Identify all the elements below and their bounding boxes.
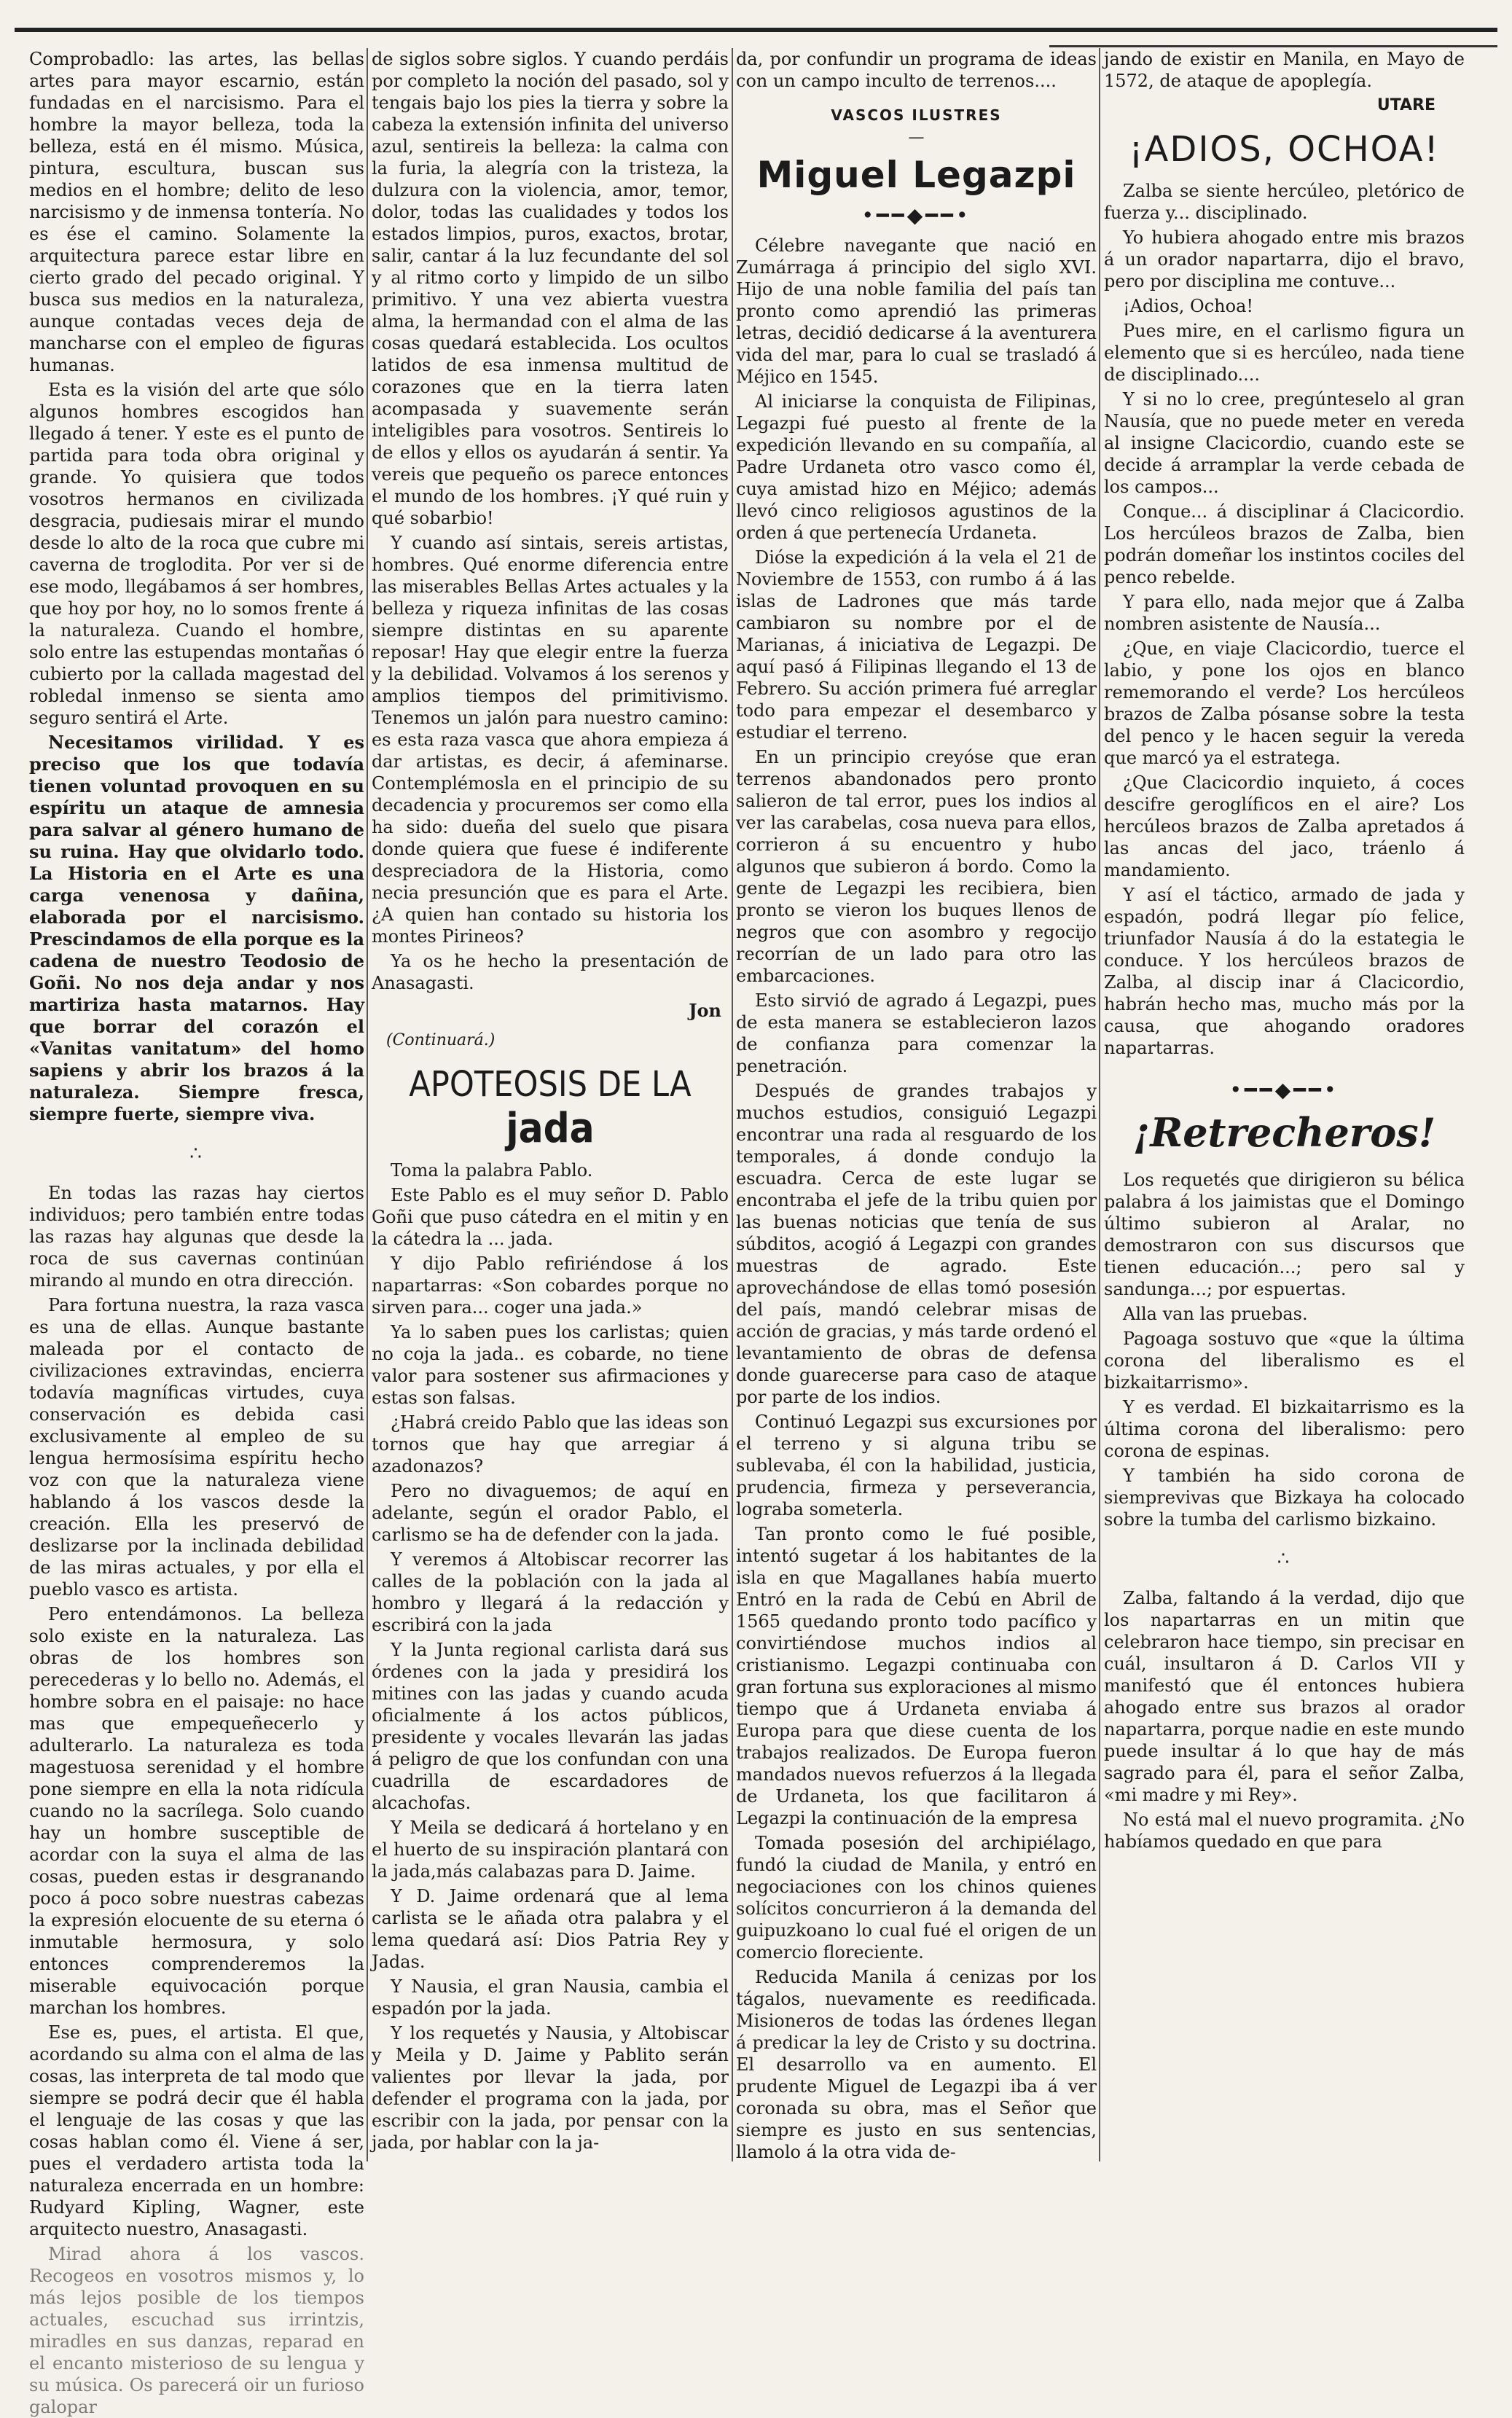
column-2 (372, 48, 729, 2161)
title-emphasis: jada (506, 1105, 595, 1152)
section-dash: — (908, 128, 925, 146)
closing-paragraph: Ya os he hecho la presentación de Anasagasti. (372, 951, 729, 993)
paragraph: ¡Adios, Ochoa! (1123, 296, 1254, 316)
paragraph: Y dijo Pablo refiriéndose á los napartarras: «Son cobardes porque no sirven para... coger una jada.» (372, 1253, 729, 1318)
paragraph: Zalba se siente hercúleo, pletórico de fuerza y... disciplinado. (1104, 181, 1465, 223)
paragraph: Conque... á disciplinar á Clacicordio. Los hercúleos brazos de Zalba, bien podrán domeñar los instintos cociles del penco rebelde. (1104, 501, 1465, 587)
column-divider (367, 48, 368, 2161)
column-divider (1099, 48, 1100, 2161)
paragraph: Esta es la visión del arte que sólo algunos hombres escogidos han llegado á tener. Y este es el punto de partida para toda obra original y grande. Yo quisiera que todos vosotros hermanos en civilizada desgracia, pudiesais mirar el mundo desde lo alto de la roca que cubre mi caverna de troglodita. Por ver si de ese modo, llegábamos á ser hombres, que hoy por hoy, no lo somos frente á la naturaleza. Cuando el hombre, solo entre las estupendas montañas ó cubierto por la callada magestad del robledal inmenso se sienta amo seguro sentirá el Arte. (29, 380, 364, 728)
paragraph: Y veremos á Altobiscar recorrer las calles de la población con la jada al hombro y llegará á la redacción y escribirá con la jada (372, 1549, 729, 1635)
paragraph: Y cuando así sintais, sereis artistas, hombres. Qué enorme diferencia entre las miserables Bellas Artes actuales y la belleza y riqueza infinitas de las cosas siempre distintas en su aparente reposar! Hay que elegir entre la fuerza y la debilidad. Volvamos á los serenos y amplios tiempos del primitivismo. Tenemos un jalón para nuestro camino: es esta raza vasca que ahora empieza á dar artistas, es decir, á afeminarse. Contemplémosla en el principio de su decadencia y procuremos ser como ella ha sido: dueña del suelo que pisara donde quiera que fuese é indiferente despreciadora de la Historia, como necia presunción que es para el Arte. ¿A quien han contado su historia los montes Pirineos? (372, 533, 729, 947)
paragraph: Este Pablo es el muy señor D. Pablo Goñi que puso cátedra en el mitin y en la cátedra la ... jada. (372, 1185, 729, 1249)
paragraph: jando de existir en Manila, en Mayo de 1572, de ataque de apoplegía. (1104, 49, 1465, 91)
paragraph: Esto sirvió de agrado á Legazpi, pues de esta manera se establecieron lazos de confianza para comenzar la penetración. (736, 990, 1097, 1076)
column-3 (736, 48, 1097, 2161)
paragraph: Al iniciarse la conquista de Filipinas, Legazpi fué puesto al frente de la expedición llevando en su compañía, al Padre Urdaneta otro vasco como él, cuya amistad hizo en Méjico; además llevó cinco religiosos agustinos de la orden á que pertenecía Urdaneta. (736, 391, 1097, 543)
paragraph: No está mal el nuevo programita. ¿No habíamos quedado en que para (1104, 1809, 1465, 1852)
section-separator: ∴ (189, 1143, 204, 1165)
paragraph: Dióse la expedición á la vela el 21 de Noviembre de 1553, con rumbo á á las islas de Ladrones que más tarde cambiaron su nombre por el de Marianas, á iniciativa de Legazpi. De aquí pasó á Filipinas llegando el 13 de Febrero. Su acción primera fué arreglar todo para empezar el desembarco y estudiar el terreno. (736, 547, 1097, 743)
section-separator: ∴ (1277, 1548, 1292, 1570)
continued-note: (Continuará.) (386, 1031, 495, 1049)
paragraph: Toma la palabra Pablo. (391, 1160, 593, 1181)
paragraph: Y si no lo cree, pregúnteselo al gran Nausía, que no puede meter en vereda al insigne Clacicordio, cuando este se decide á arramplar la verde cebada de los campos... (1104, 389, 1465, 497)
paragraph: de siglos sobre siglos. Y cuando perdáis por completo la noción del pasado, sol y tengais bajo los pies la tierra y sobre la cabeza la extensión infinita del universo azul, sentireis la belleza: la calma con la furia, la alegría con la tristeza, la dulzura con la violencia, amor, temor, dolor, todas las cualidades y todos los estados limpios, puros, exactos, brotar, salir, cantar á la luz fecundante del sol y al ritmo corto y limpido de un silbo primitivo. Y una vez abierta vuestra alma, la hermandad con el alma de las cosas quedará establecida. Los ocultos latidos de esa inmensa multitud de corazones que en la tierra laten acompasada y suavemente serán inteligibles para vosotros. Sentireis lo de ellos y ellos os ayudarán á sentir. Ya vereis que pequeño os parece entonces el mundo de los hombres. ¡Y qué ruin y qué sobarbio! (372, 49, 729, 528)
paragraph: Ya lo saben pues los carlistas; quien no coja la jada.. es cobarde, no tiene valor para sostener sus afirmaciones y estas son falsas. (372, 1322, 729, 1408)
column-1 (29, 48, 364, 2417)
author-signature: Jon (689, 1000, 721, 1021)
paragraph: Después de grandes trabajos y muchos estudios, consiguió Legazpi encontrar una rada al resguardo de los temporales, á donde condujo la escuadra. Cerca de este lugar se encontraba el jefe de la tribu quien por las buenas noticias que tenía de sus súbditos, acogió á Legazpi con grandes muestras de agrado. Este aprovechándose de ellas tomó posesión del país, mandó celebrar misas de acción de gracias, y más tarde ordenó el levantamiento de obras de defensa donde guarecerse para caso de ataque por parte de los indios. (736, 1081, 1097, 1407)
paragraph: Los requetés que dirigieron su bélica palabra á los jaimistas que el Domingo último subieron al Aralar, no demostraron con sus discursos que tienen educación...; pero sal y sandunga...; por espuertas. (1104, 1170, 1465, 1299)
paragraph: Tomada posesión del archipiélago, fundó la ciudad de Manila, y entró en negociaciones con los chinos quienes solícitos concurrieron á la demanda del guipuzkoano lo cual fué el origen de un comercio floreciente. (736, 1833, 1097, 1963)
paragraph: Mirad ahora á los vascos. Recogeos en vosotros mismos y, lo más lejos posible de los tiempos actuales, escuchad sus irrintzis, miradles en sus danzas, reparad en el encanto misterioso de su lengua y su música. Os parecerá oir un furioso galopar (29, 2244, 364, 2417)
paragraph: ¿Habrá creido Pablo que las ideas son tornos que hay que arregiar á azadonazos? (372, 1412, 729, 1476)
paragraph: Y es verdad. El bizkaitarrismo es la última corona del liberalismo: pero corona de espinas. (1104, 1397, 1465, 1461)
paragraph: Pues mire, en el carlismo figura un elemento que si es hercúleo, nada tiene de disciplinado.... (1104, 321, 1465, 385)
paragraph: Y así el táctico, armado de jada y espadón, podrá llegar pío felice, triunfador Nausía á do la estategia le conduce. Y los hercúleos brazos de Zalba, al discip inar á Clacicordio, habrán hecho mas, mucho más por la causa, que ahogando oradores napartarras. (1104, 885, 1465, 1058)
paragraph: En todas las razas hay ciertos individuos; pero también entre todas las razas hay algunas que desde la roca de sus cavernas continúan mirando al mundo en otra dirección. (29, 1183, 364, 1291)
article-title-legazpi: Miguel Legazpi (756, 154, 1076, 196)
paragraph: Zalba, faltando á la verdad, dijo que los napartarras en un mitin que celebraron hace tiempo, sin precisar en cuál, insultaron á D. Carlos VII y manifestó que él entonces hubiera ahogado entre sus brazos al orador napartarra, porque nadie en este mundo puede insultar á lo que hay de más sagrado para él, para el señor Zalba, «mi madre y mi Rey». (1104, 1588, 1465, 1805)
paragraph: Reducida Manila á cenizas por los tágalos, nuevamente es reedificada. Misioneros de todas las órdenes llegan á predicar la ley de Cristo y su doctrina. El desarrollo va en aumento. El prudente Miguel de Legazpi iba á ver coronada su obra, mas el Señor que siempre es justo en sus sentencias, llamolo á la otra vida de- (736, 1967, 1097, 2162)
paragraph: Para fortuna nuestra, la raza vasca es una de ellas. Aunque bastante maleada por el contacto de civilizaciones extravindas, encierra todavía magníficas virtudes, cuya conservación es debida casi exclusivamente al empleo de su lengua hermosísima espíritu hecho voz con que la naturaleza viene hablando á los vascos desde la creación. Ella les preservó de deslizarse por la inclinada debilidad de las miras actuales, y por ella el pueblo vasco es artista. (29, 1295, 364, 1600)
paragraph: Y también ha sido corona de siemprevivas que Bizkaya ha colocado sobre la tumba del carlismo bizkaino. (1104, 1466, 1465, 1530)
paragraph: Necesitamos virilidad. Y es preciso que los que todavía tienen voluntad provoquen en su espíritu un ataque de amnesia para salvar al género humano de su ruina. Hay que olvidarlo todo. La Historia en el Arte es una carga venenosa y dañina, elaborada por el narcisismo. Prescindamos de ella porque es la cadena de nuestro Teodosio de Goñi. No nos deja andar y nos martiriza hasta matarnos. Hay que borrar del corazón el «Vanitas vanitatum» del homo sapiens y abrir los brazos á la naturaleza. Siempre fresca, siempre fuerte, siempre viva. (29, 732, 364, 1124)
article-title-apoteosis (372, 1064, 729, 1152)
paragraph: Célebre navegante que nació en Zumárraga á principio del siglo XVI. Hijo de una noble familia del país tan pronto como aprendió las primeras letras, decidió dedicarse á la aventurera vida del mar, para lo cual se trasladó á Méjico en 1545. (736, 235, 1097, 387)
article-title-retrecheros: ¡Retrecheros! (1132, 1109, 1436, 1156)
paragraph: Y los requetés y Nausia, y Altobiscar y Meila y D. Jaime y Pablito serán valientes por llevar la jada, por defender el programa con la jada, por escribir con la jada, por pensar con la jada, por hablar con la ja- (372, 2023, 729, 2153)
paragraph: Pagoaga sostuvo que «que la última corona del liberalismo es el bizkaitarrismo». (1104, 1329, 1465, 1393)
title-text: APOTEOSIS DE LA (409, 1064, 692, 1105)
top-rule (15, 28, 1497, 32)
article-title-adios: ¡ADIOS, OCHOA! (1129, 129, 1440, 170)
paragraph: Y Nausia, el gran Nausia, cambia el espadón por la jada. (372, 1976, 729, 2019)
title-ornament: •━━◆━━• (1229, 1078, 1339, 1102)
paragraph: Comprobadlo: las artes, las bellas artes para mayor escarnio, están fundadas en el narcisismo. Para el hombre la mayor belleza, toda la belleza, está en él mismo. Música, pintura, escultura, buscan sus medios en el hombre; delito de leso narcisismo y de inmensa tontería. No es ése el camino. Solamente la arquitectura parece estar libre en cierto grado del pecado original. Y busca sus medios en la naturaleza, aunque contadas veces deja de mancharse con el empleo de figuras humanas. (29, 49, 364, 375)
paragraph: Y la Junta regional carlista dará sus órdenes con la jada y presidirá los mitines con las jadas y cuando acuda oficialmente á los actos públicos, presidente y vocales llevarán las jadas á peligro de que los confundan con una cuadrilla de escardadores de alcachofas. (372, 1640, 729, 1813)
paragraph: Continuó Legazpi sus excursiones por el terreno y si alguna tribu se sublevaba, él con la habilidad, justicia, prudencia, firmeza y perseverancia, lograba someterla. (736, 1412, 1097, 1519)
section-label: VASCOS ILUSTRES (831, 106, 1002, 124)
paragraph: ¿Que Clacicordio inquieto, á coces descifre geroglíficos en el aire? Los hercúleos brazos de Zalba apretados á las ancas del jaco, tráenlo á mandamiento. (1104, 772, 1465, 880)
title-ornament: •━━◆━━• (861, 203, 971, 227)
paragraph: Pero no divaguemos; de aquí en adelante, según el orador Pablo, el carlismo se ha de defender con la jada. (372, 1481, 729, 1545)
paragraph: En un principio creyóse que eran terrenos abandonados pero pronto salieron de tal error, pues los indios al ver las carabelas, cosa nueva para ellos, corrieron á su encuentro y hubo algunos que subieron á bordo. Como la gente de Legazpi les recibiera, bien pronto se vieron los buques llenos de negros que con asombro y regocijo recorrían de un lado para otro las embarcaciones. (736, 747, 1097, 986)
paragraph: Yo hubiera ahogado entre mis brazos á un orador napartarra, dijo el bravo, pero por disciplina me contuve... (1104, 227, 1465, 292)
paragraph: Y para ello, nada mejor que á Zalba nombren asistente de Nausía... (1104, 592, 1465, 634)
paragraph: da, por confundir un programa de ideas con un campo inculto de terrenos.... (736, 49, 1097, 91)
top-rule-secondary (1049, 45, 1497, 47)
paragraph: Alla van las pruebas. (1123, 1304, 1308, 1324)
author-signature: UTARE (1376, 96, 1435, 114)
paragraph: Y Meila se dedicará á hortelano y en el huerto de su inspiración plantará con la jada,más calabazas para D. Jaime. (372, 1818, 729, 1882)
column-divider (732, 48, 733, 2161)
paragraph: Y D. Jaime ordenará que al lema carlista se le añada otra palabra y el lema quedará así: Dios Patria Rey y Jadas. (372, 1886, 729, 1972)
paragraph: Ese es, pues, el artista. El que, acordando su alma con el alma de las cosas, las interpreta de tal modo que siempre se podrá decir que él habla el lenguaje de las cosas y que las cosas hablan como él. Viene á ser, pues el verdadero artista toda la naturaleza encerrada en un hombre: Rudyard Kipling, Wagner, este arquitecto nuestro, Anasagasti. (29, 2022, 364, 2239)
paragraph: Pero entendámonos. La belleza solo existe en la naturaleza. Las obras de los hombres son perecederas y lo bello no. Además, el hombre sobra en el paisaje: no hace mas que empequeñecerlo y adulterarlo. La naturaleza es toda magestuosa serenidad y el hombre pone siempre en ella la nota ridícula cuando no la sacrílega. Solo cuando hay un hombre susceptible de acordar con la suya el alma de las cosas, pueden estas ir desgranando poco á poco sobre nuestras cabezas la expresión elocuente de su eterna ó inmutable hermosura, y solo entonces comprenderemos la miserable equivocación porque marchan los hombres. (29, 1604, 364, 2018)
paragraph: ¿Que, en viaje Clacicordio, tuerce el labio, y pone los ojos en blanco rememorando el verde? Los hercúleos brazos de Zalba pósanse sobre la testa del penco y le hacen seguir la vereda que marcó ya el estratega. (1104, 638, 1465, 768)
paragraph: Tan pronto como le fué posible, intentó sugetar á los habitantes de la isla en que Magallanes había muerto Entró en la rada de Cebú en Abril de 1565 quedando pronto todo pacífico y convirtiéndose muchos indios al cristianismo. Legazpi continuaba con gran fortuna sus exploraciones al mismo tiempo que á Urdaneta enviaba á Europa para que diese cuenta de los trabajos realizados. De Europa fueron mandados nuevos refuerzos á la llegada de Urdaneta, los que facilitaron á Legazpi la continuación de la empresa (736, 1524, 1097, 1828)
column-4 (1104, 48, 1465, 2161)
